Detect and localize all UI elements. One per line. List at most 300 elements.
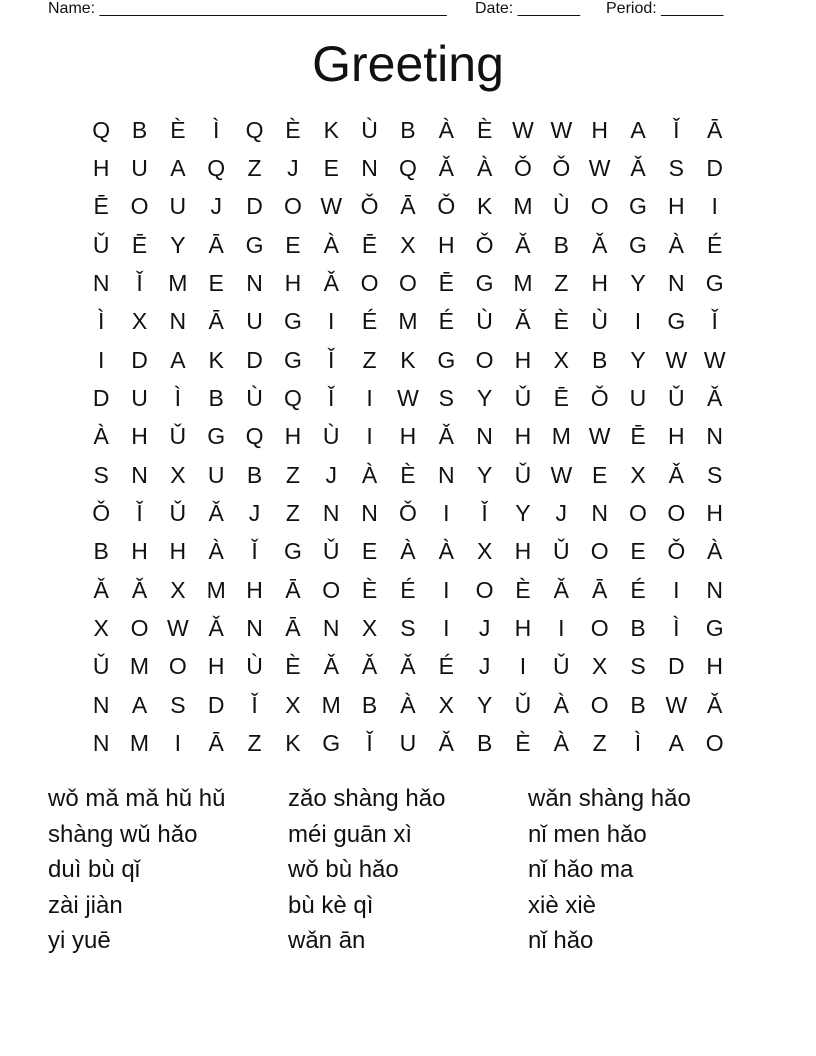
grid-letter: Ā	[208, 730, 224, 757]
grid-letter: È	[170, 116, 186, 143]
grid-letter: Z	[592, 730, 607, 757]
grid-letter: M	[321, 691, 341, 718]
grid-letter: Ǒ	[667, 538, 686, 565]
grid-letter: W	[550, 116, 573, 143]
grid-letter: A	[170, 155, 186, 182]
grid-letter: X	[170, 461, 186, 488]
grid-letter: H	[207, 653, 225, 680]
grid-letter: D	[92, 385, 110, 412]
grid-letter: Ǎ	[515, 231, 531, 258]
grid-letter: À	[668, 231, 684, 258]
grid-letter: Ǔ	[514, 385, 532, 412]
grid-letter: Ù	[322, 423, 340, 450]
grid-letter: O	[475, 576, 494, 603]
grid-letter: D	[706, 155, 723, 182]
grid-letter: Z	[554, 270, 569, 297]
grid-letter: B	[246, 461, 263, 488]
grid-letter: G	[629, 231, 647, 258]
grid-letter: B	[208, 385, 224, 412]
grid-letter: Y	[630, 346, 646, 373]
grid-letter: D	[668, 653, 685, 680]
grid-letter: Ǎ	[553, 576, 569, 603]
grid-letter: Ǎ	[131, 576, 148, 603]
grid-letter: H	[131, 423, 148, 450]
grid-letter: S	[707, 461, 723, 488]
grid-letter: Ǎ	[323, 653, 339, 680]
grid-letter: O	[360, 270, 379, 297]
word-bank-item: nǐ hǎo	[528, 927, 594, 954]
grid-letter: J	[248, 500, 261, 527]
grid-letter: É	[707, 231, 723, 258]
grid-letter: Ā	[208, 231, 224, 258]
grid-letter: À	[323, 231, 339, 258]
grid-letter: Ā	[208, 308, 224, 335]
grid-letter: Q	[245, 116, 264, 143]
word-bank	[48, 781, 768, 959]
grid-letter: Ǔ	[169, 500, 187, 527]
grid-letter: W	[588, 423, 611, 450]
grid-letter: G	[322, 730, 341, 757]
grid-letter: Ǎ	[208, 500, 224, 527]
grid-letter: E	[591, 461, 608, 488]
grid-letter: Ǎ	[707, 691, 723, 718]
grid-letter: X	[630, 461, 646, 488]
word-bank-item: nǐ hǎo ma	[528, 856, 634, 883]
grid-letter: U	[169, 193, 187, 220]
grid-letter: À	[438, 538, 454, 565]
grid-letter: N	[437, 461, 455, 488]
grid-letter: H	[668, 423, 685, 450]
grid-letter: Ǔ	[322, 538, 340, 565]
grid-letter: Ē	[361, 231, 378, 258]
grid-letter: Ǐ	[136, 270, 143, 297]
grid-letter: G	[283, 538, 302, 565]
grid-letter: O	[130, 193, 149, 220]
grid-letter: Ǎ	[707, 385, 723, 412]
grid-letter: X	[400, 231, 416, 258]
word-bank-item: zǎo shàng hǎo	[288, 785, 446, 812]
grid-letter: Ǒ	[552, 155, 571, 182]
grid-letter: Ǐ	[673, 116, 680, 143]
grid-letter: X	[591, 653, 608, 680]
grid-letter: Ǒ	[514, 155, 532, 182]
grid-letter: Ǐ	[481, 500, 488, 527]
grid-letter: K	[208, 346, 224, 373]
grid-letter: O	[705, 730, 724, 757]
grid-letter: Ā	[707, 116, 723, 143]
grid-letter: Ù	[246, 653, 263, 680]
grid-letter: N	[169, 308, 187, 335]
grid-letter: Ǔ	[668, 385, 685, 412]
grid-letter: O	[590, 615, 609, 642]
grid-letter: U	[246, 308, 263, 335]
grid-letter: B	[630, 691, 646, 718]
grid-letter: Ì	[213, 116, 220, 143]
grid-letter: O	[590, 691, 609, 718]
grid-letter: Ē	[131, 231, 148, 258]
grid-letter: W	[397, 385, 419, 412]
grid-letter: I	[366, 423, 373, 450]
grid-letter: À	[553, 730, 569, 757]
grid-letter: E	[323, 155, 339, 182]
grid-letter: H	[169, 538, 187, 565]
grid-letter: È	[400, 461, 416, 488]
grid-letter: X	[438, 691, 454, 718]
grid-letter: M	[551, 423, 571, 450]
word-bank-item: duì bù qǐ	[48, 856, 141, 883]
grid-letter: É	[438, 308, 454, 335]
grid-letter: O	[398, 270, 417, 297]
grid-letter: E	[361, 538, 378, 565]
grid-letter: Ǐ	[251, 538, 258, 565]
grid-letter: M	[129, 730, 150, 757]
grid-letter: Ǐ	[328, 385, 335, 412]
grid-letter: K	[476, 193, 493, 220]
word-bank-item: nǐ men hǎo	[528, 820, 647, 848]
grid-letter: Ǔ	[92, 653, 110, 680]
grid-letter: O	[283, 193, 302, 220]
grid-letter: W	[703, 346, 726, 373]
grid-letter: Y	[170, 231, 186, 258]
grid-letter: S	[438, 385, 454, 412]
grid-letter: H	[668, 193, 685, 220]
grid-letter: Q	[283, 385, 302, 412]
grid-letter: E	[285, 231, 301, 258]
grid-letter: W	[665, 346, 688, 373]
grid-letter: S	[93, 461, 109, 488]
grid-letter: Ǒ	[398, 500, 417, 527]
word-bank-item: wǎn ān	[288, 927, 366, 954]
name-field-label: Name: _______________________________________	[48, 0, 447, 17]
word-bank-item: bù kè qì	[288, 891, 374, 919]
grid-letter: X	[476, 538, 493, 565]
grid-letter: U	[399, 730, 417, 757]
grid-letter: M	[168, 270, 188, 297]
grid-letter: N	[92, 691, 110, 718]
grid-letter: Ǎ	[515, 308, 531, 335]
grid-letter: X	[285, 691, 301, 718]
grid-letter: H	[706, 653, 723, 680]
grid-letter: Q	[398, 155, 417, 182]
grid-letter: D	[131, 346, 148, 373]
grid-letter: J	[325, 461, 337, 488]
grid-letter: Ì	[673, 615, 680, 642]
grid-letter: U	[131, 385, 148, 412]
grid-letter: Z	[247, 730, 262, 757]
grid-letter: A	[630, 116, 646, 143]
grid-letter: Ǒ	[437, 193, 456, 220]
grid-letter: Ǒ	[360, 193, 379, 220]
grid-letter: Ù	[552, 193, 570, 220]
grid-letter: H	[92, 155, 110, 182]
grid-letter: N	[92, 270, 110, 297]
word-bank-item: yi yuē	[48, 927, 111, 954]
grid-letter: I	[443, 576, 450, 603]
grid-letter: È	[476, 116, 493, 143]
grid-letter: O	[475, 346, 494, 373]
grid-letter: H	[399, 423, 417, 450]
grid-letter: Ì	[174, 385, 182, 412]
grid-letter: S	[400, 615, 416, 642]
grid-letter: M	[513, 270, 533, 297]
grid-letter: Ǔ	[92, 231, 110, 258]
period-field-label: Period: _______	[606, 0, 724, 17]
grid-letter: Ē	[630, 423, 646, 450]
grid-letter: Y	[630, 270, 646, 297]
grid-letter: Ǐ	[328, 346, 335, 373]
grid-letter: H	[437, 231, 455, 258]
grid-letter: X	[553, 346, 569, 373]
grid-letter: À	[400, 691, 416, 718]
grid-letter: Ǔ	[514, 691, 532, 718]
grid-letter: S	[668, 155, 684, 182]
grid-letter: M	[206, 576, 226, 603]
grid-letter: Ǒ	[92, 500, 111, 527]
grid-letter: N	[361, 500, 378, 527]
grid-letter: N	[706, 576, 723, 603]
grid-letter: B	[476, 730, 493, 757]
grid-letter: È	[515, 576, 531, 603]
grid-letter: Ǎ	[323, 270, 339, 297]
grid-letter: B	[361, 691, 378, 718]
grid-letter: N	[92, 730, 110, 757]
grid-letter: D	[246, 346, 263, 373]
word-bank-item: wǒ bù hǎo	[288, 856, 399, 883]
grid-letter: À	[361, 461, 378, 488]
grid-letter: N	[476, 423, 493, 450]
grid-letter: Ì	[634, 730, 642, 757]
grid-letter: Q	[207, 155, 226, 182]
grid-letter: È	[285, 653, 301, 680]
grid-letter: É	[361, 308, 378, 335]
page-title: Greeting	[312, 36, 504, 92]
grid-letter: Ā	[400, 193, 416, 220]
grid-letter: H	[591, 270, 608, 297]
grid-letter: N	[322, 615, 340, 642]
worksheet-header	[48, 0, 748, 20]
grid-letter: O	[667, 500, 686, 527]
grid-letter: G	[207, 423, 226, 450]
grid-letter: N	[591, 500, 608, 527]
grid-letter: À	[707, 538, 723, 565]
grid-letter: G	[283, 308, 302, 335]
word-bank-item: xiè xiè	[528, 891, 597, 919]
grid-letter: I	[97, 346, 105, 373]
grid-letter: À	[553, 691, 569, 718]
grid-letter: B	[400, 116, 416, 143]
grid-letter: Y	[476, 385, 493, 412]
grid-letter: Ǎ	[208, 615, 224, 642]
grid-letter: Ǐ	[251, 691, 258, 718]
word-bank-item: wǎn shàng hǎo	[528, 785, 691, 812]
grid-letter: È	[553, 308, 569, 335]
grid-letter: M	[398, 308, 418, 335]
grid-letter: N	[361, 155, 378, 182]
grid-letter: G	[667, 308, 686, 335]
grid-letter: G	[245, 231, 264, 258]
grid-letter: S	[170, 691, 186, 718]
grid-letter: H	[706, 500, 723, 527]
grid-letter: I	[711, 193, 718, 220]
grid-letter: J	[478, 615, 491, 642]
grid-letter: À	[438, 116, 454, 143]
grid-letter: J	[287, 155, 299, 182]
grid-letter: H	[284, 423, 302, 450]
grid-letter: W	[588, 155, 611, 182]
grid-letter: I	[174, 730, 182, 757]
grid-letter: X	[93, 615, 109, 642]
grid-letter: U	[131, 155, 148, 182]
grid-letter: Z	[247, 155, 262, 182]
grid-letter: I	[673, 576, 680, 603]
grid-letter: J	[210, 193, 222, 220]
grid-letter: W	[320, 193, 343, 220]
grid-letter: È	[515, 730, 531, 757]
date-field-label: Date: _______	[475, 0, 580, 17]
grid-letter: Y	[476, 461, 493, 488]
grid-letter: Ǐ	[711, 308, 718, 335]
grid-letter: B	[630, 615, 646, 642]
grid-letter: À	[476, 155, 493, 182]
grid-letter: Ǔ	[552, 538, 570, 565]
grid-letter: Ǎ	[93, 576, 109, 603]
grid-letter: Ǔ	[552, 653, 570, 680]
grid-letter: J	[478, 653, 491, 680]
grid-letter: Ǎ	[630, 155, 646, 182]
grid-letter: D	[207, 691, 225, 718]
grid-letter: H	[514, 423, 532, 450]
word-search-grid	[82, 111, 734, 763]
grid-letter: Ù	[246, 385, 263, 412]
grid-letter: H	[591, 116, 608, 143]
grid-letter: A	[170, 346, 186, 373]
grid-letter: Z	[362, 346, 377, 373]
grid-letter: X	[170, 576, 186, 603]
grid-letter: Ǎ	[400, 653, 416, 680]
grid-letter: G	[705, 270, 724, 297]
grid-letter: Z	[285, 500, 300, 527]
grid-letter: È	[285, 116, 301, 143]
grid-letter: É	[630, 576, 646, 603]
grid-letter: U	[629, 385, 647, 412]
grid-letter: O	[590, 538, 609, 565]
grid-letter: Ǎ	[591, 231, 608, 258]
grid-letter: O	[590, 193, 609, 220]
grid-letter: I	[558, 615, 565, 642]
grid-letter: W	[550, 461, 573, 488]
grid-letter: G	[283, 346, 302, 373]
grid-letter: Ǎ	[438, 155, 454, 182]
grid-letter: W	[167, 615, 189, 642]
grid-letter: Ǎ	[438, 423, 454, 450]
grid-letter: Ǎ	[438, 730, 454, 757]
grid-letter: Ǎ	[361, 653, 378, 680]
grid-letter: Q	[245, 423, 264, 450]
word-bank-item: shàng wǔ hǎo	[48, 820, 198, 848]
grid-letter: H	[514, 346, 532, 373]
grid-letter: Ǔ	[514, 461, 532, 488]
grid-letter: À	[400, 538, 416, 565]
grid-letter: È	[361, 576, 378, 603]
grid-letter: G	[629, 193, 647, 220]
grid-letter: O	[322, 576, 341, 603]
grid-letter: Z	[285, 461, 300, 488]
grid-letter: G	[437, 346, 456, 373]
grid-letter: D	[246, 193, 263, 220]
grid-letter: N	[668, 270, 685, 297]
grid-letter: G	[475, 270, 494, 297]
word-bank-item: méi guān xì	[288, 820, 413, 848]
grid-letter: Ǔ	[169, 423, 187, 450]
grid-letter: I	[366, 385, 373, 412]
grid-letter: E	[630, 538, 646, 565]
grid-letter: G	[705, 615, 724, 642]
grid-letter: Ā	[285, 615, 301, 642]
grid-letter: O	[168, 653, 187, 680]
grid-letter: Ì	[97, 308, 105, 335]
grid-letter: B	[131, 116, 148, 143]
grid-letter: Q	[92, 116, 111, 143]
grid-letter: I	[328, 308, 335, 335]
word-bank-item: zài jiàn	[48, 891, 123, 919]
grid-letter: N	[706, 423, 723, 450]
grid-letter: Y	[515, 500, 531, 527]
grid-letter: H	[514, 538, 532, 565]
grid-letter: I	[443, 615, 450, 642]
grid-letter: I	[634, 308, 642, 335]
grid-letter: W	[512, 116, 534, 143]
grid-letter: À	[208, 538, 224, 565]
grid-letter: U	[207, 461, 225, 488]
grid-letter: H	[131, 538, 148, 565]
grid-letter: A	[668, 730, 684, 757]
grid-letter: N	[246, 270, 263, 297]
grid-letter: O	[130, 615, 149, 642]
grid-letter: Ǒ	[590, 385, 609, 412]
grid-letter: Ā	[285, 576, 301, 603]
grid-letter: O	[629, 500, 647, 527]
grid-letter: Ǎ	[668, 461, 684, 488]
grid-letter: W	[665, 691, 688, 718]
grid-letter: H	[246, 576, 263, 603]
grid-letter: N	[246, 615, 263, 642]
grid-letter: I	[519, 653, 527, 680]
grid-letter: E	[208, 270, 224, 297]
grid-letter: À	[93, 423, 109, 450]
grid-letter: K	[400, 346, 416, 373]
grid-letter: X	[361, 615, 378, 642]
grid-letter: I	[443, 500, 450, 527]
grid-letter: Ǐ	[366, 730, 373, 757]
grid-letter: S	[630, 653, 646, 680]
grid-letter: Ù	[476, 308, 493, 335]
grid-letter: B	[591, 346, 608, 373]
grid-letter: Ǒ	[475, 231, 494, 258]
grid-letter: Ē	[93, 193, 109, 220]
grid-letter: B	[93, 538, 109, 565]
grid-letter: X	[131, 308, 148, 335]
grid-letter: M	[129, 653, 150, 680]
grid-letter: Ā	[591, 576, 608, 603]
grid-letter: Ē	[438, 270, 454, 297]
grid-letter: É	[438, 653, 454, 680]
grid-letter: Y	[476, 691, 493, 718]
grid-letter: K	[323, 116, 339, 143]
grid-letter: N	[131, 461, 148, 488]
grid-letter: É	[400, 576, 416, 603]
grid-letter: H	[284, 270, 302, 297]
grid-letter: N	[322, 500, 340, 527]
